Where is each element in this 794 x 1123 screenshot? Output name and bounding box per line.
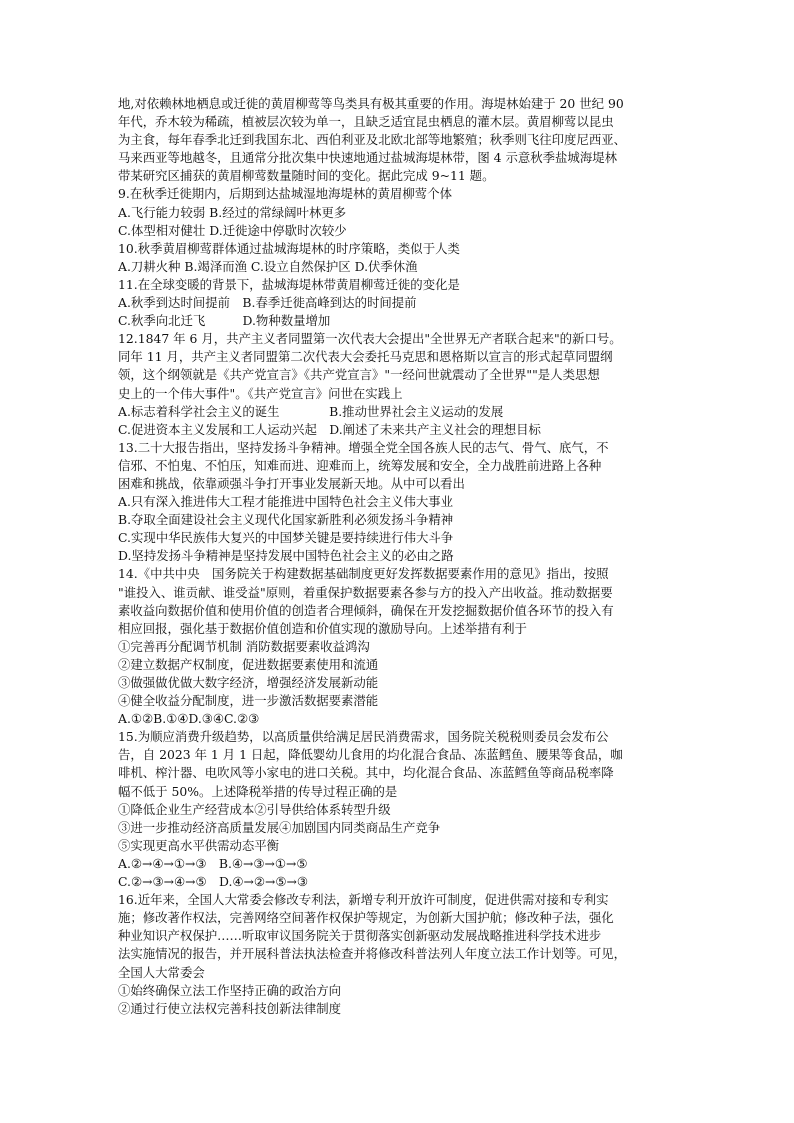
text-line: D.坚持发扬斗争精神是坚持发展中国特色社会主义的必由之路 <box>118 548 454 564</box>
text-line: 种业知识产权保护……听取审议国务院关于贯彻落实创新驱动发展战略推进科学技术进步 <box>118 928 602 944</box>
text-line: ③进一步推动经济高质量发展④加剧国内同类商品生产竞争 <box>118 819 441 835</box>
text-line: A.秋季到达时间提前 B.春季迁徙高峰到达的时间提前 <box>118 295 417 311</box>
text-line: 相应回报，强化基于数据价值创造和价值实现的激励导向。上述举措有利于 <box>118 620 527 636</box>
text-line: 10.秋季黄眉柳莺群体通过盐城海堤林的时序策略，类似于人类 <box>118 240 460 256</box>
text-line: A.刀耕火种 B.竭泽而渔 C.设立自然保护区 D.伏季休渔 <box>118 258 418 274</box>
text-line: ①始终确保立法工作坚持正确的政治方向 <box>118 982 342 998</box>
text-line: ①降低企业生产经营成本②引导供给体系转型升级 <box>118 801 391 817</box>
text-line: 素收益向数据价值和使用价值的创造者合理倾斜，确保在开发挖掘数据价值各环节的投入有 <box>118 602 614 618</box>
text-line: 同年 11 月，共产主义者同盟第二次代表大会委托马克思和恩格斯以宣言的形式起草同盟纲 <box>118 349 613 365</box>
text-line: 12.1847 年 6 月，共产主义者同盟第一次代表大会提出"全世界无产者联合起来"的新口号。 <box>118 331 622 347</box>
text-line: A.标志着科学社会主义的诞生 B.推动世界社会主义运动的发展 <box>118 403 504 419</box>
text-line: 信邪、不怕鬼、不怕压，知难而进、迎难而上，统筹发展和安全，全力战胜前进路上各种 <box>118 457 602 473</box>
text-line: 领，这个纲领就是《共产党宣言》《共产党宣言》"一经问世就震动了全世界""是人类思想 <box>118 367 600 383</box>
text-line: ②建立数据产权制度，促进数据要素使用和流通 <box>118 656 379 672</box>
text-line: C.实现中华民族伟大复兴的中国梦关键是要持续进行伟大斗争 <box>118 530 454 546</box>
text-line: 11.在全球变暖的背景下，盐城海堤林带黄眉柳莺迁徙的变化是 <box>118 276 460 292</box>
document-page <box>118 95 688 1018</box>
text-line: "谁投入、谁贡献、谁受益"原则，着重保护数据要素各参与方的投入产出收益。推动数据要 <box>118 584 613 600</box>
text-line: 带某研究区捕获的黄眉柳莺数量随时间的变化。据此完成 9~11 题。 <box>118 168 495 184</box>
text-line: 啡机、榨汁器、电吹风等小家电的进口关税。其中，均化混合食品、冻蓝鳕鱼等商品税率降 <box>118 765 614 781</box>
text-line: A.①②B.①④D.③④C.②③ <box>118 711 260 727</box>
text-line: A.只有深入推进伟大工程才能推进中国特色社会主义伟大事业 <box>118 494 454 510</box>
text-line: 14.《中共中央 国务院关于构建数据基础制度更好发挥数据要素作用的意见》指出，按照 <box>118 566 609 582</box>
text-line: 全国人大常委会 <box>118 964 205 980</box>
text-line: 幅不低于 50%。上述降税举措的传导过程正确的是 <box>118 783 398 799</box>
text-line: C.体型相对健壮 D.迁徙途中停歇时次较少 <box>118 222 347 238</box>
text-line: 年代，乔木较为稀疏，植被层次较为单一，且缺乏适宜昆虫栖息的灌木层。黄眉柳莺以昆虫 <box>118 114 614 130</box>
text-line: A.飞行能力较弱 B.经过的常绿阔叶林更多 <box>118 204 347 220</box>
text-line: 法实施情况的报告，并开展科普法执法检查并将修改科普法列人年度立法工作计划等。可见， <box>118 946 627 962</box>
text-line: B.夺取全面建设社会主义现代化国家新胜利必须发扬斗争精神 <box>118 512 454 528</box>
text-line: C.秋季向北迁飞 D.物种数量增加 <box>118 313 331 329</box>
text-line: 为主食，每年春季北迁到我国东北、西伯利亚及北欧北部等地繁殖；秋季则飞往印度尼西亚、 <box>118 132 627 148</box>
text-line: ④健全收益分配制度，进一步激活数据要素潜能 <box>118 693 379 709</box>
text-line: ②通过行使立法权完善科技创新法律制度 <box>118 1000 342 1016</box>
text-line: 告，自 2023 年 1 月 1 日起，降低婴幼儿食用的均化混合食品、冻蓝鳕鱼、腰果等食品，咖 <box>118 747 623 763</box>
text-line: ⑤实现更高水平供需动态平衡 <box>118 837 280 853</box>
text-line: 15.为顺应消费升级趋势，以高质量供给满足居民消费需求，国务院关税税则委员会发布公 <box>118 729 609 745</box>
text-line: 地,对依赖林地栖息或迁徙的黄眉柳莺等鸟类具有极其重要的作用。海堤林始建于 20 世纪 90 <box>118 96 624 111</box>
text-line: C.②→③→④→⑤ D.④→②→⑤→③ <box>118 874 308 890</box>
text-line: 施；修改著作权法，完善网络空间著作权保护等规定，为创新大国护航；修改种子法，强化 <box>118 910 614 926</box>
text-line: 16.近年来，全国人大常委会修改专利法，新增专利开放许可制度，促进供需对接和专利实 <box>118 892 609 908</box>
text-line: ③做强做优做大数字经济，增强经济发展新动能 <box>118 675 379 690</box>
text-line: 13.二十大报告指出，坚持发扬斗争精神。增强全党全国各族人民的志气、骨气、底气，不 <box>118 439 609 455</box>
text-line: C.促进资本主义发展和工人运动兴起 D.阐述了未来共产主义社会的理想目标 <box>118 421 541 437</box>
text-line: 9.在秋季迁徙期内，后期到达盐城湿地海堤林的黄眉柳莺个体 <box>118 186 452 202</box>
text-line: 马来西亚等地越冬，且通常分批次集中快速地通过盐城海堤林带，图 4 示意秋季盐城海堤林 <box>118 150 617 166</box>
text-line: 史上的一个伟大事件"。《共产党宣言》问世在实践上 <box>118 385 403 401</box>
text-line: ①完善再分配调节机制 消防数据要素收益鸿沟 <box>118 638 370 654</box>
text-line: 困难和挑战，依靠顽强斗争打开事业发展新天地。从中可以看出 <box>118 475 465 491</box>
text-line: A.②→④→①→③ B.④→③→①→⑤ <box>118 855 308 871</box>
